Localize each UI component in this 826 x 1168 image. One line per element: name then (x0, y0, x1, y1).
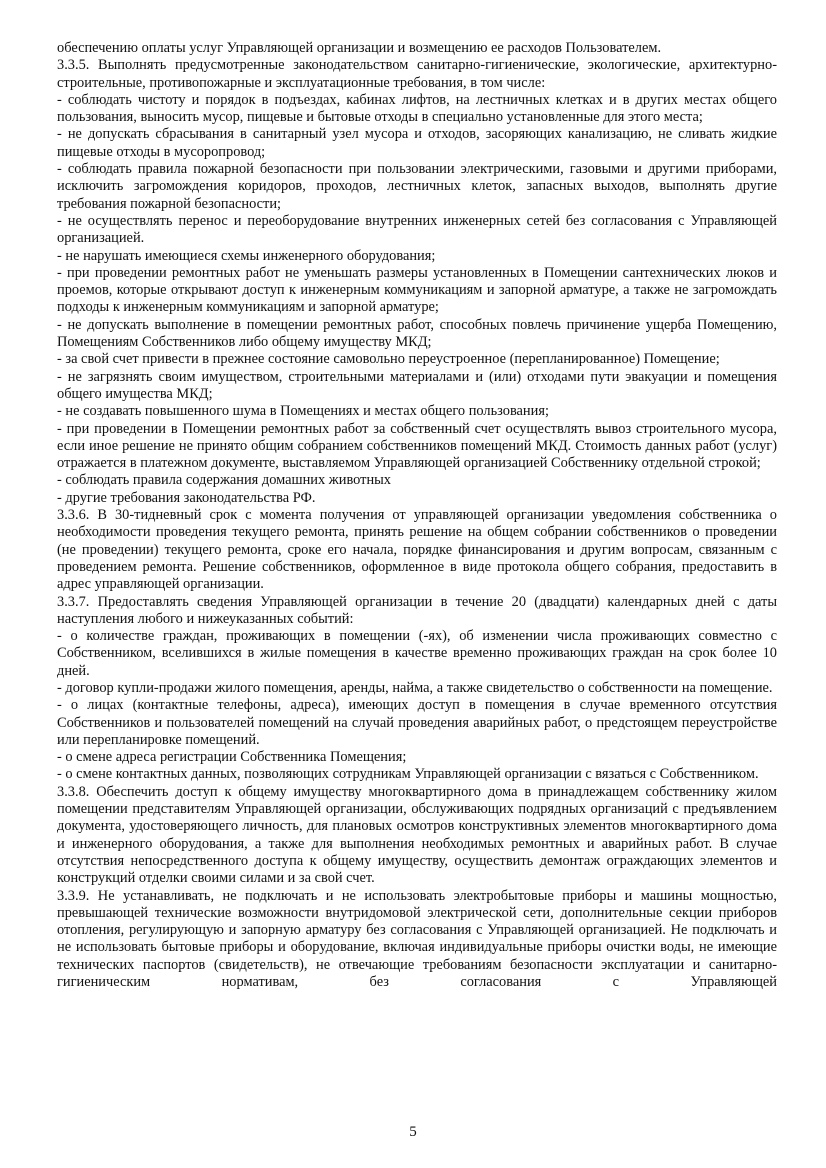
paragraph: - за свой счет привести в прежнее состояние самовольно переустроенное (перепланированное) Помещение; (57, 351, 720, 368)
paragraph: 3.3.9. Не устанавливать, не подключать и не использовать электробытовые приборы и машины мощностью, превышающей технические возможности внутридомовой электрической сети, дополнительные секции приборов отопления, регулирующую и запорную арматуру без согласования с Управляющей организацией. Не подключать и не использовать бытовые приборы и оборудование, включая индивидуальные приборы очистки воды, не имеющие технических паспортов (свидетельств), не отвечающие требованиям безопасности эксплуатации и санитарно-гигиеническим нормативам, без согласования с Управляющей (57, 887, 777, 991)
paragraph: - при проведении ремонтных работ не уменьшать размеры установленных в Помещении сантехнических люков и проемов, которые открывают доступ к инженерным коммуникациям и запорной арматуре, а также не загромождать подходы к инженерным коммуникациям и запорной арматуре; (57, 264, 777, 316)
paragraph: - соблюдать чистоту и порядок в подъездах, кабинах лифтов, на лестничных клетках и в других местах общего пользования, выносить мусор, пищевые и бытовые отходы в специально установленные для этого места; (57, 91, 777, 126)
paragraph: - о смене адреса регистрации Собственника Помещения; (57, 749, 407, 766)
paragraph: 3.3.6. В 30-тидневный срок с момента получения от управляющей организации уведомления собственника о необходимости проведения текущего ремонта, принять решение на общем собрании собственников о проведении (не проведении) текущего ремонта, сроке его начала, порядке финансирования и другим вопросам, связанным с проведением ремонта. Решение собственников, оформленное в виде протокола общего собрания, предоставить в адрес управляющей организации. (57, 507, 777, 593)
paragraph: - соблюдать правила пожарной безопасности при пользовании электрическими, газовыми и другими приборами, исключить загромождения коридоров, проходов, лестничных клеток, запасных выходов, выполнять другие требования пожарной безопасности; (57, 161, 777, 212)
document-body (57, 40, 777, 991)
paragraph: - другие требования законодательства РФ. (57, 489, 316, 506)
paragraph: - не загрязнять своим имуществом, строительными материалами и (или) отходами пути эвакуации и помещения общего имущества МКД; (57, 368, 777, 402)
paragraph: - о количестве граждан, проживающих в помещении (-ях), об изменении числа проживающих совместно с Собственником, вселившихся в жилые помещения в качестве временно проживающих граждан на срок более 10 дней. (57, 628, 777, 679)
paragraph: - не нарушать имеющиеся схемы инженерного оборудования; (57, 247, 436, 264)
paragraph: - не осуществлять перенос и переоборудование внутренних инженерных сетей без согласования с Управляющей организацией. (57, 212, 777, 247)
page-number: 5 (409, 1124, 417, 1140)
paragraph: 3.3.5. Выполнять предусмотренные законодательством санитарно-гигиенические, экологические, архитектурно-строительные, противопожарные и эксплуатационные требования, в том числе: (57, 57, 777, 91)
paragraph: - соблюдать правила содержания домашних животных (57, 472, 392, 489)
paragraph: 3.3.8. Обеспечить доступ к общему имуществу многоквартирного дома в принадлежащем собственнику жилом помещении представителям Управляющей организации, обслуживающих подрядных организаций с предъявлением документа, удостоверяющего личность, для плановых осмотров конструктивных элементов многоквартирного дома и инженерного оборудования, а также для выполнения необходимых ремонтных и аварийных работ. В случае отсутствия непосредственного доступа к общему имуществу, осуществить демонтаж ограждающих элементов и конструкций отделки своими силами и за свой счет. (57, 783, 777, 887)
paragraph: - о смене контактных данных, позволяющих сотрудникам Управляющей организации с вязаться с Собственником. (57, 766, 759, 783)
paragraph: 3.3.7. Предоставлять сведения Управляющей организации в течение 20 (двадцати) календарных дней с даты наступления любого и нижеуказанных событий: (57, 593, 777, 627)
paragraph: - не допускать сбрасывания в санитарный узел мусора и отходов, засоряющих канализацию, не сливать жидкие пищевые отходы в мусоропровод; (57, 126, 777, 160)
paragraph: - не создавать повышенного шума в Помещениях и местах общего пользования; (57, 403, 549, 420)
paragraph: обеспечению оплаты услуг Управляющей организации и возмещению ее расходов Пользователем. (57, 40, 662, 56)
paragraph: - договор купли-продажи жилого помещения, аренды, найма, а также свидетельство о собственности на помещение. (57, 679, 773, 696)
paragraph: - при проведении в Помещении ремонтных работ за собственный счет осуществлять вывоз строительного мусора, если иное решение не принято общим собранием собственников помещений МКД. Стоимость данных работ (услуг) отражается в платежном документе, выставляемом Управляющей организацией Собственнику отдельной строкой; (57, 420, 777, 472)
paragraph: - о лицах (контактные телефоны, адреса), имеющих доступ в помещения в случае временного отсутствия Собственников и пользователей помещений на случай проведения аварийных работ, о предстоящем переустройстве или перепланировке помещений. (57, 697, 777, 748)
paragraph: - не допускать выполнение в помещении ремонтных работ, способных повлечь причинение ущерба Помещению, Помещениям Собственников либо общему имуществу МКД; (57, 316, 777, 351)
